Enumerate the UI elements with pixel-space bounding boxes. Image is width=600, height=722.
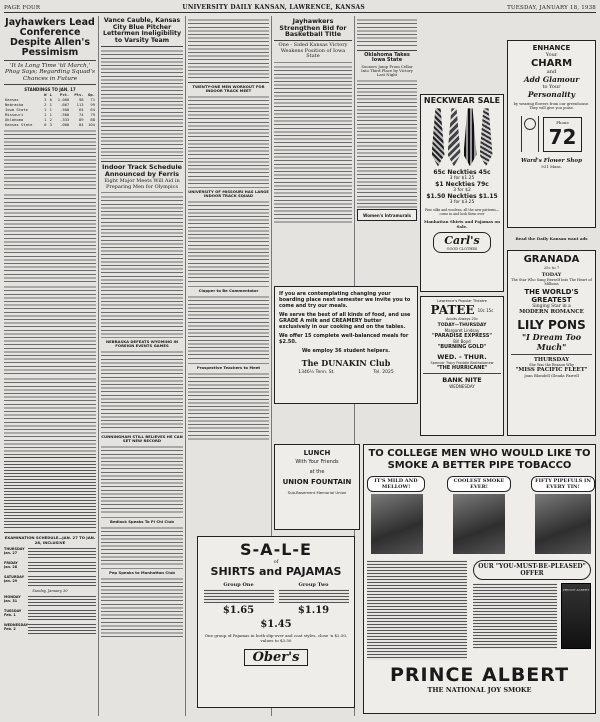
col4-subhead: One - Sided Kansas Victory Weakens Position of Iowa State <box>278 42 348 60</box>
col2-headline5: Bedlack Speaks To Pi Chi Club <box>110 519 174 525</box>
schedule-day: TUESDAY Feb. 1 <box>4 609 22 617</box>
standings-cell: 74 <box>78 112 84 117</box>
patee-bank-sub: WEDNESDAY <box>449 384 475 389</box>
column-3 <box>188 16 269 536</box>
column-1 <box>4 16 96 718</box>
neckwear-price-line: $1.50 Neckties $1.15 <box>426 193 498 201</box>
col4-headline: Jayhawkers Strengthen Bid for Basketball Title <box>279 17 347 39</box>
standings-header-cell: Op. <box>88 92 95 97</box>
standings-cell: 1.000 <box>57 97 70 102</box>
standings-title: STANDINGS TO JAN. 17 <box>24 87 76 92</box>
pa-tagline: THE NATIONAL JOY SMOKE <box>427 686 532 694</box>
phone-box <box>543 117 583 152</box>
standings-header-cell: W <box>44 92 47 97</box>
carls-name: Carl's <box>444 234 480 248</box>
standings-cell: 88 <box>90 117 95 122</box>
standings-cell: Kansas <box>5 97 19 102</box>
sale-price3: $1.45 <box>260 619 292 630</box>
standings-cell: 3 <box>44 97 47 102</box>
neckwear-combo: Manhattan Shirts and Pajamas on Sale. <box>423 219 501 230</box>
col2-subhead2: Eight Major Meets Will Aid in Preparing Men for Olympics <box>104 178 180 190</box>
patee-wed: WED. - THUR. <box>437 353 487 361</box>
granada-sub: 25c to 7 <box>543 265 560 270</box>
dunakin-text2: We serve the best of all kinds of food, and use GRADE A milk and CREAMERY butter exclusively in our cooking and on the tables. <box>279 312 411 330</box>
standings-cell: 2 <box>49 117 52 122</box>
sale-of: of <box>273 559 279 565</box>
enhance-line3: and <box>546 69 557 75</box>
standings-cell: 0 <box>49 97 52 102</box>
dunakin-name: The DUNAKIN Club <box>301 358 391 368</box>
patee-theatre-ad <box>420 296 504 436</box>
sale-group2: Group Two <box>298 582 329 588</box>
column-5 <box>357 16 417 282</box>
standings-cell: 71 <box>90 97 95 102</box>
granada-movie2: "MISS PACIFIC FLEET" <box>515 367 588 373</box>
patee-lineup-line: "PARADISE EXPRESS" <box>432 333 492 339</box>
womens-intramurals-box <box>357 209 417 221</box>
standings-cell: 1 <box>44 107 47 112</box>
standings-cell: 113 <box>76 102 84 107</box>
standings-cell: Oklahoma <box>5 117 24 122</box>
pa-headline: TO COLLEGE MEN WHO WOULD LIKE TO SMOKE A BETTER PIPE TOBACCO <box>368 448 591 471</box>
flower-shop-name: Ward's Flower Shop <box>521 158 582 164</box>
column-4 <box>274 16 352 282</box>
standings-cell: Kansas State <box>5 122 33 127</box>
dunakin-text3: We offer 15 complete well-balanced meals for $2.50. <box>279 333 409 345</box>
col1-subhead: 'It Is Long Time 'til March,' Phog Says; Regarding Squad's Chances in Future <box>5 62 95 82</box>
column-2 <box>101 16 183 718</box>
standings-table <box>4 92 96 127</box>
carls-sub: GOOD CLOTHES <box>446 247 478 252</box>
enhance-line4: Add Glamour <box>523 75 580 84</box>
phone-label: Phone <box>556 119 569 125</box>
standings-cell: .500 <box>60 112 70 117</box>
col2-headline4: CUNNINGHAM STILL BELIEVES HE CAN SET NEW RECORD <box>101 434 183 444</box>
pa-brand: PRINCE ALBERT <box>389 664 570 686</box>
granada-movie: "I Dream Too Much" <box>521 332 582 352</box>
patee-prices: 10c 15c <box>477 307 494 313</box>
necktie-image-1 <box>432 108 445 166</box>
lunch-line5: Sub-Basement Memorial Union <box>287 490 347 495</box>
patee-movie: "THE HURRICANE" <box>436 365 488 371</box>
patee-lineup-line: TODAY—THURSDAY <box>437 323 487 328</box>
shirts-pajamas-sale-ad <box>197 536 355 708</box>
patee-lineup-line: Margaret Lindsay <box>444 328 480 333</box>
pa-tin-image: PRINCE ALBERT <box>561 583 591 649</box>
neckwear-title: NECKWEAR SALE <box>423 96 501 105</box>
standings-cell: 99 <box>90 102 95 107</box>
neckwear-price-line: 3 for $1.25 <box>449 176 475 182</box>
schedule-day: MONDAY Jan. 31 <box>4 595 21 603</box>
standings-cell: 98 <box>78 97 84 102</box>
neckwear-prices <box>423 169 501 205</box>
standings-cell: Missouri <box>5 112 24 117</box>
necktie-image-3 <box>464 108 477 166</box>
schedule-row <box>4 623 96 635</box>
flower-icon <box>521 116 539 152</box>
lunch-line4: UNION FOUNTAIN <box>282 478 352 486</box>
neckwear-price-line: 3 for $2 <box>453 188 471 194</box>
standings-cell: Nebraska <box>5 102 24 107</box>
exam-schedule-title: EXAMINATION SCHEDULE—JAN. 27 TO JAN. 28, INCLUSIVE <box>4 535 96 545</box>
enhance-line1: Your <box>545 52 558 58</box>
standings-cell: 1 <box>49 112 52 117</box>
schedule-row <box>4 561 96 573</box>
schedule-row <box>4 595 96 607</box>
granada-line4: MODERN ROMANCE <box>519 309 584 315</box>
granada-theatre-ad <box>507 250 596 436</box>
patee-lineup <box>423 323 501 350</box>
paper-title: UNIVERSITY DAILY KANSAN, LAWRENCE, KANSAS <box>182 4 365 11</box>
col3-headline5: Prospective Teachers to Meet <box>196 364 261 370</box>
dunakin-phone: Tel. 2025 <box>373 370 394 375</box>
smoker-photo-2 <box>453 494 505 554</box>
col2-headline: Vance Cauble, Kansas City Blue Pitcher Lettermen Ineligibility to Varsity Team <box>103 17 181 44</box>
schedule-day: SATURDAY Jan. 29 <box>4 575 25 583</box>
granada-name: GRANADA <box>523 254 580 265</box>
col4-headline2: Oklahoma Takes Iowa State <box>364 52 410 64</box>
page-date: TUESDAY, JANUARY 18, 1938 <box>507 4 596 11</box>
dunakin-club-ad <box>274 286 418 404</box>
sale-group1: Group One <box>223 582 254 588</box>
schedule-row <box>4 575 96 587</box>
dunakin-address: 1346½ Tenn. St. <box>298 370 335 375</box>
granada-thursday: THURSDAY <box>533 357 570 363</box>
flower-shop-ad <box>507 40 596 228</box>
lunch-line2: With Your Friends <box>295 459 339 465</box>
standings-row <box>4 122 96 127</box>
col4-subhead2: Sooners Jump From Cellar Into Third Place by Victory Last Night <box>361 63 413 77</box>
schedule-day: FRIDAY Jan. 28 <box>4 561 18 569</box>
necktie-image-2 <box>448 108 461 166</box>
bubble-3: FIFTY PIPEFULS IN EVERY TIN! <box>531 476 595 492</box>
neckwear-fine: Fine silks and woolens, all the new patterns—come in and look them over <box>424 208 500 217</box>
obers-logo: Ober's <box>244 649 309 666</box>
granada-line1: The Star Who Sang Herself Into The Heart of Millions <box>511 278 592 286</box>
neckwear-sale-ad <box>420 94 504 292</box>
neckwear-price-line: 3 for $3.25 <box>449 200 475 206</box>
col2-headline2: Indoor Track Schedule Announced by Ferris <box>102 163 182 178</box>
standings-cell: 104 <box>88 122 95 127</box>
dunakin-text1: If you are contemplating changing your boarding place next semester we invite you to come and try our meals. <box>279 291 411 309</box>
standings-header-cell: L <box>49 92 52 97</box>
standings-cell: 89 <box>78 117 84 122</box>
patee-name: PATEE <box>430 303 475 317</box>
standings-cell: .667 <box>60 102 70 107</box>
sale-group3: One group of Pajamas in both slip-over and coat styles, close 'n $2.50, values to $3.50 <box>204 633 348 643</box>
granada-today: TODAY <box>541 272 562 278</box>
granada-line2: THE WORLD'S GREATEST <box>524 288 579 304</box>
bubble-1: IT'S MILD AND MELLOW! <box>367 476 425 492</box>
standings-cell: 3 <box>49 122 52 127</box>
patee-top: Lawrence's Popular Theatre <box>437 299 487 303</box>
granada-thursday-sub: She Was the Reason Why <box>529 363 574 367</box>
lunch-line1: LUNCH <box>303 449 331 457</box>
col3-headline3: UNIVERSITY OF MISSOURI HAS LARGE INDOOR TRACK SQUAD <box>188 188 269 198</box>
standings-cell: 64 <box>90 107 95 112</box>
flower-shop-addr: 931 Mass. <box>541 164 562 169</box>
carls-logo <box>433 232 491 253</box>
standings-cell: .500 <box>60 107 70 112</box>
granada-line3: Singing Star in a <box>532 304 571 309</box>
patee-lineup-line: Bill Boyd <box>453 339 471 344</box>
patee-rating: Adults Always 25c <box>446 317 478 321</box>
sale-price2: $1.19 <box>297 605 330 616</box>
schedule-subhead: Sunday, January 30 <box>32 589 68 593</box>
schedule-day: THURSDAY Jan. 27 <box>4 547 25 555</box>
standings-cell: 1 <box>44 117 47 122</box>
standings-cell: 2 <box>44 102 47 107</box>
exam-schedule <box>4 547 96 635</box>
standings-cell: 1 <box>49 102 52 107</box>
read-want-ads: Read the Daily Kansan want ads <box>515 236 588 241</box>
standings-cell: 64 <box>78 107 84 112</box>
womens-intramurals-title: Women's Intramurals <box>362 212 412 218</box>
col2-headline3: NEBRASKA DEFEATS WYOMING IN FOREIGN EVENTS GAMES <box>105 339 179 349</box>
phone-number: 72 <box>548 124 577 149</box>
col2-headline6: Pep Speaks to Manhattan Club <box>109 570 175 576</box>
dunakin-text4: We employ 36 student helpers. <box>301 348 391 354</box>
lunch-line3: at the <box>309 469 325 475</box>
union-fountain-ad <box>274 444 360 530</box>
neckwear-price-line: 65c Neckties 45c <box>433 169 491 177</box>
enhance-line6: Personality <box>527 90 576 99</box>
sale-price1: $1.65 <box>222 605 255 616</box>
patee-wed-sub: Spencer Tracy Freddie Bartholomew <box>430 361 494 365</box>
standings-cell: 79 <box>90 112 95 117</box>
necktie-image-4 <box>480 108 493 166</box>
standings-cell: .000 <box>60 122 70 127</box>
standings-cell: 1 <box>44 112 47 117</box>
schedule-row <box>4 609 96 621</box>
enhance-line2: CHARM <box>530 58 573 69</box>
neckwear-price-line: $1 Neckties 79c <box>435 181 489 189</box>
standings-cell: Iowa State <box>5 107 28 112</box>
patee-lineup-line: "BURNING GOLD" <box>437 344 487 350</box>
enhance-line5: to Your <box>542 84 561 90</box>
col3-headline2: TWENTY-ONE MEN WORKOUT FOR INDOOR TRACK MEET <box>192 84 265 93</box>
page-number: PAGE FOUR <box>4 4 41 11</box>
schedule-day: WEDNESDAY Feb. 2 <box>4 623 29 631</box>
standings-cell: .333 <box>60 117 70 122</box>
standings-cell: 0 <box>44 122 47 127</box>
pa-offer: OUR "YOU-MUST-BE-PLEASED" OFFER <box>473 560 591 580</box>
prince-albert-ad <box>363 444 596 714</box>
enhance-title: ENHANCE <box>532 44 571 52</box>
sale-title: S-A-L-E <box>240 540 312 559</box>
col1-headline: Jayhawkers Lead Conference Despite Allen's Pessimism <box>5 17 95 58</box>
standings-header-cell: Pct. <box>60 92 70 97</box>
masthead <box>4 3 596 13</box>
standings-cell: 84 <box>78 122 84 127</box>
patee-bank: BANK NITE <box>442 376 482 384</box>
smoker-photo-3 <box>535 494 591 554</box>
col3-headline4: Clapper to Be Commentator <box>198 287 259 293</box>
standings-cell: 1 <box>49 107 52 112</box>
sale-items: SHIRTS and PAJAMAS <box>210 565 342 578</box>
enhance-sub: by wearing flowers from our greenhouse. They will give you poise. <box>513 102 590 110</box>
smoker-photo-1 <box>371 494 423 554</box>
bubble-2: COOLEST SMOKE EVER! <box>447 476 511 492</box>
granada-cast: Joan Blondell Glenda Farrell <box>524 373 579 378</box>
granada-star: LILY PONS <box>517 318 586 332</box>
standings-header-cell: Pts. <box>74 92 84 97</box>
schedule-row <box>4 547 96 559</box>
